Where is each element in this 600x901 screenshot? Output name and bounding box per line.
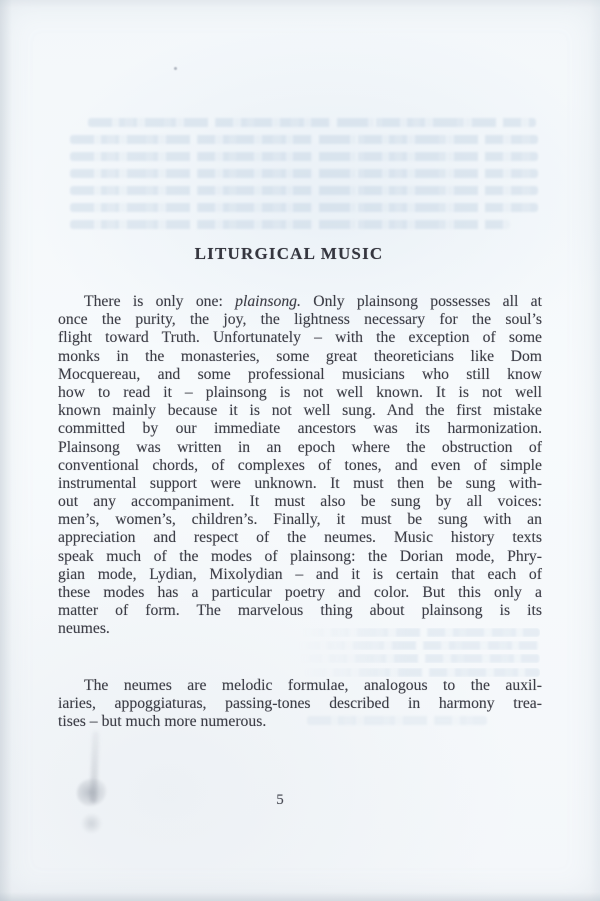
bleedthrough-line	[302, 668, 540, 677]
text-line: matter of form. The marvelous thing about plainsong is its	[58, 602, 542, 620]
paragraph-neumes	[58, 677, 542, 732]
scan-edge-shadow-right	[590, 0, 600, 901]
text-line: gian mode, Lydian, Mixolydian – and it is certain that each of	[58, 565, 542, 583]
text-line: once the purity, the joy, the lightness necessary for the soul’s	[58, 311, 542, 329]
text-line: how to read it – plainsong is not well known. It is not well	[58, 383, 542, 401]
text-line: neumes.	[58, 620, 110, 638]
text-line: Plainsong was written in an epoch where the obstruction of	[58, 438, 542, 456]
pencil-smudge	[81, 814, 102, 833]
bleedthrough-line	[70, 186, 538, 195]
bleedthrough-line	[70, 203, 538, 212]
text-line: known mainly because it is not well sung. And the first mistake	[58, 402, 542, 420]
bleedthrough-line	[70, 220, 510, 229]
scan-edge-shadow-left	[0, 0, 12, 901]
scan-edge-shadow-top	[0, 0, 600, 8]
bleedthrough-line	[296, 641, 540, 650]
italic-text-plainsong: plainsong.	[235, 293, 301, 310]
text-line: out any accompaniment. It must also be sung by all voices:	[58, 493, 542, 511]
text-line: instrumental support were unknown. It must then be sung with-	[58, 474, 542, 492]
text-line: these modes has a particular poetry and color. But this only a	[58, 584, 542, 601]
bleedthrough-line	[70, 152, 538, 161]
text-line: committed by our immediate ancestors was its harmonization.	[58, 420, 542, 438]
text-segment: There is only one:	[84, 293, 236, 310]
text-line: men’s, women’s, children’s. Finally, it must be sung with an	[58, 511, 542, 529]
scan-edge-shadow-bottom	[0, 892, 600, 901]
text-line: tises – but much more numerous.	[58, 713, 267, 731]
page-number: 5	[276, 792, 284, 808]
text-line	[58, 293, 542, 311]
chapter-title: LITURGICAL MUSIC	[194, 244, 384, 263]
text-segment: Only plainsong possesses all at	[300, 293, 542, 310]
text-line: monks in the monasteries, some great theoreticians like Dom	[58, 347, 542, 365]
text-line: conventional chords, of complexes of tones, and even of simple	[58, 456, 542, 474]
text-line: appreciation and respect of the neumes. Music history texts	[58, 529, 542, 547]
text-line: flight toward Truth. Unfortunately – with the exception of some	[58, 329, 542, 347]
text-line: The neumes are melodic formulae, analogous to the auxil-	[84, 677, 542, 694]
bleedthrough-line	[298, 654, 540, 663]
paragraph-plainsong	[58, 293, 542, 639]
bleedthrough-line	[88, 118, 536, 127]
text-line: Mocquereau, and some professional musicians who still know	[58, 365, 542, 383]
text-line: iaries, appoggiaturas, passing-tones described in harmony trea-	[58, 695, 542, 713]
bleedthrough-line	[70, 169, 538, 178]
bleedthrough-line	[70, 135, 538, 144]
text-line: speak much of the modes of plainsong: the Dorian mode, Phry-	[58, 547, 542, 565]
scan-speck	[174, 67, 177, 70]
